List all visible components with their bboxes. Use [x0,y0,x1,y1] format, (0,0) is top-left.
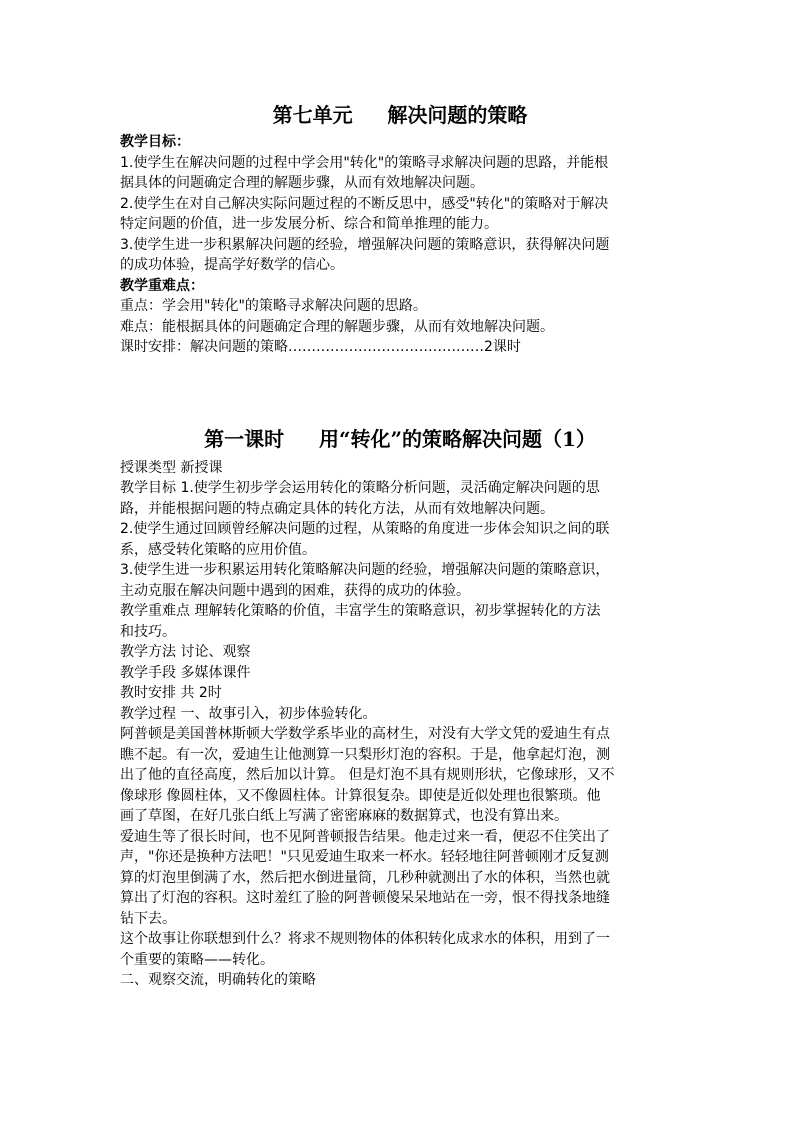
story-line: 爱迪生等了很长时间，也不见阿普顿报告结果。他走过来一看，便忍不住笑出了 [120,828,610,845]
objective-line: 的成功体验，提高学好数学的信心。 [120,257,344,273]
story-line: 个重要的策略——转化。 [120,951,274,968]
story-line: 这个故事让你联想到什么？将求不规则物体的体积转化成求水的体积，用到了一 [120,931,610,947]
objectives-heading: 教学目标： [120,134,190,150]
lesson-line: 主动克服在解决问题中遇到的困难，获得的成功的体验。 [120,582,470,599]
document-page [120,100,680,991]
story-line: 算的灯泡里倒满了水，然后把水倒进量筒，几秒种就测出了水的体积，当然也就 [120,869,610,886]
section-heading: 二、观察交流，明确转化的策略 [120,972,316,988]
lesson-line: 2.使学生通过回顾曾经解决问题的过程，从策略的角度进一步体会知识之间的联 [120,521,610,537]
lesson-line: 教学目标 1.使学生初步学会运用转化的策略分析问题，灵活确定解决问题的思 [120,480,600,496]
section-spacer [120,358,680,424]
lesson-line: 教时安排 共 2时 [120,685,222,701]
story-line: 阿普顿是美国普林斯顿大学数学系毕业的高材生，对没有大学文凭的爱迪生有点 [120,726,610,742]
keypoints-heading: 教学重难点： [120,277,204,294]
lesson-line: 授课类型 新授课 [120,459,223,476]
lesson-line: 系，感受转化策略的应用价值。 [120,541,316,558]
keypoint-line: 难点：能根据具体的问题确定合理的解题步骤，从而有效地解决问题。 [120,318,554,335]
lesson-line: 教学方法 讨论、观察 [120,644,251,660]
objective-line: 2.使学生在对自己解决实际问题过程的不断反思中，感受"转化"的策略对于解决 [120,195,609,212]
schedule-line: 课时安排：解决问题的策略……………………………………2课时 [120,339,521,355]
unit-title: 第七单元 解决问题的策略 [272,103,528,127]
lesson-line: 3.使学生进一步积累运用转化策略解决问题的经验，增强解决问题的策略意识， [120,562,610,578]
keypoint-line: 重点：学会用"转化"的策略寻求解决问题的思路。 [120,298,427,314]
story-line: 出了他的直径高度，然后加以计算。 但是灯泡不具有规则形状，它像球形，又不 [120,767,615,783]
lesson-line: 教学过程 一、故事引入，初步体验转化。 [120,705,377,722]
story-line: 瞧不起。有一次，爱迪生让他测算一只梨形灯泡的容积。于是，他拿起灯泡，测 [120,746,610,763]
objective-line: 据具体的问题确定合理的解题步骤，从而有效地解决问题。 [120,175,484,191]
objective-line: 特定问题的价值，进一步发展分析、综合和简单推理的能力。 [120,216,498,232]
story-line: 画了草图，在好几张白纸上写满了密密麻麻的数据算式，也没有算出来。 [120,808,568,824]
lesson-line: 和技巧。 [120,623,176,640]
objective-line: 3.使学生进一步积累解决问题的经验，增强解决问题的策略意识，获得解决问题 [120,236,610,253]
story-line: 声，"你还是换种方法吧！"只见爱迪生取来一杯水。轻轻地往阿普顿刚才反复测 [120,849,609,865]
story-line: 算出了灯泡的容积。这时羞红了脸的阿普顿傻呆呆地站在一旁，恨不得找条地缝 [120,890,610,906]
lesson-title: 第一课时 用“转化”的策略解决问题（1） [204,426,596,451]
lesson-line: 路，并能根据问题的特点确定具体的转化方法，从而有效地解决问题。 [120,500,554,517]
story-line: 钻下去。 [120,910,176,927]
objective-line: 1.使学生在解决问题的过程中学会用"转化"的策略寻求解决问题的思路，并能根 [120,154,609,171]
story-line: 像球形 像圆柱体，又不像圆柱体。计算很复杂。即使是近似处理也很繁琐。他 [120,787,601,804]
lesson-line: 教学重难点 理解转化策略的价值，丰富学生的策略意识，初步掌握转化的方法 [120,603,601,619]
lesson-line: 教学手段 多媒体课件 [120,664,251,681]
